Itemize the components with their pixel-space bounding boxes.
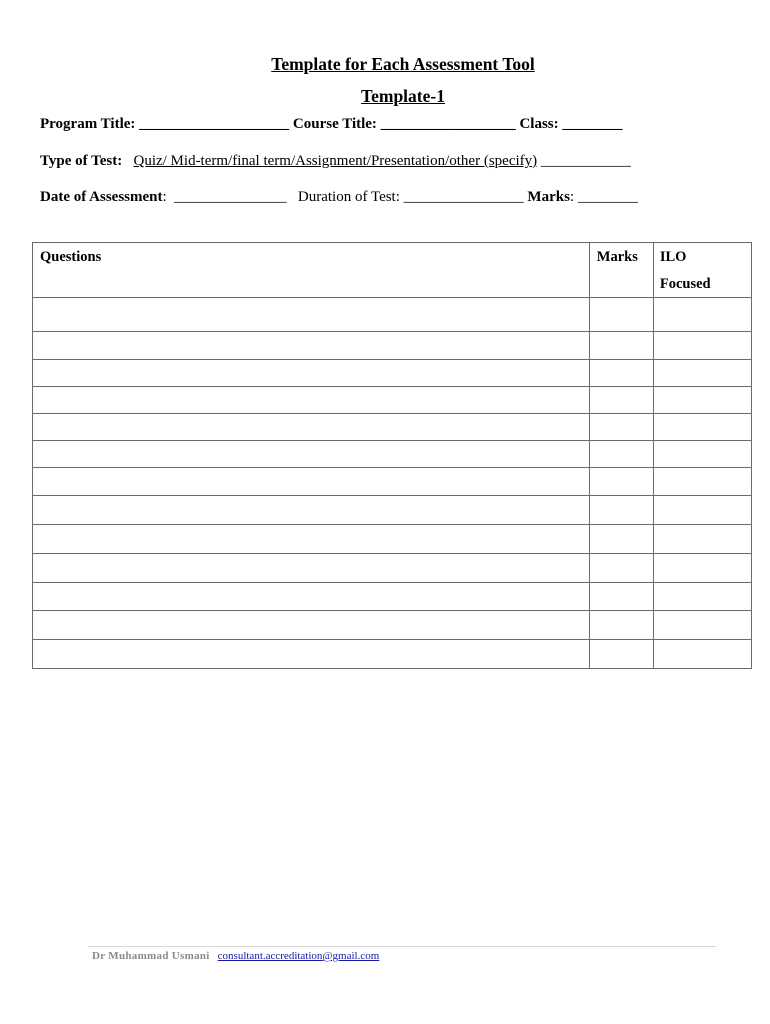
- ilo-cell[interactable]: [653, 387, 751, 414]
- ilo-cell[interactable]: [653, 360, 751, 387]
- table-row: [33, 332, 752, 360]
- ilo-cell[interactable]: [653, 468, 751, 496]
- question-cell[interactable]: [33, 387, 590, 414]
- marks-cell[interactable]: [589, 387, 653, 414]
- ilo-focused-header: ILO Focused: [653, 243, 751, 298]
- marks-cell[interactable]: [589, 611, 653, 640]
- table-body: [33, 298, 752, 669]
- program-title-label: Program Title:: [40, 116, 136, 132]
- test-type-label: Type of Test:: [40, 153, 123, 169]
- test-type-options: Quiz/ Mid-term/final term/Assignment/Presentation/other (specify): [133, 153, 538, 169]
- program-title-blank[interactable]: ____________________: [139, 116, 290, 132]
- table-row: [33, 441, 752, 468]
- duration-label: Duration of Test:: [297, 189, 400, 205]
- ilo-cell[interactable]: [653, 640, 751, 669]
- class-blank[interactable]: ________: [562, 116, 623, 132]
- date-of-assessment-label: Date of Assessment: [40, 189, 163, 205]
- question-cell[interactable]: [33, 496, 590, 525]
- marks-cell[interactable]: [589, 414, 653, 441]
- marks-cell[interactable]: [589, 640, 653, 669]
- marks-blank[interactable]: ________: [577, 189, 638, 205]
- table-row: [33, 387, 752, 414]
- table-row: [33, 525, 752, 554]
- ilo-cell[interactable]: [653, 298, 751, 332]
- question-cell[interactable]: [33, 640, 590, 669]
- test-type-line: [40, 153, 631, 170]
- question-cell[interactable]: [33, 611, 590, 640]
- marks-header: Marks: [589, 243, 653, 298]
- ilo-cell[interactable]: [653, 332, 751, 360]
- question-cell[interactable]: [33, 441, 590, 468]
- table-row: [33, 611, 752, 640]
- question-cell[interactable]: [33, 414, 590, 441]
- ilo-cell[interactable]: [653, 441, 751, 468]
- marks-cell[interactable]: [589, 468, 653, 496]
- marks-cell[interactable]: [589, 332, 653, 360]
- marks-cell[interactable]: [589, 496, 653, 525]
- marks-cell[interactable]: [589, 360, 653, 387]
- marks-cell[interactable]: [589, 441, 653, 468]
- ilo-cell[interactable]: [653, 611, 751, 640]
- marks-cell[interactable]: [589, 298, 653, 332]
- table-row: [33, 554, 752, 583]
- table-row: [33, 360, 752, 387]
- questions-table: [32, 242, 752, 669]
- question-cell[interactable]: [33, 298, 590, 332]
- date-duration-marks-line: Date of Assessment: _______________ Duration of Test: ________________ Marks: ________: [40, 189, 638, 205]
- duration-blank[interactable]: ________________: [403, 189, 524, 205]
- marks-cell[interactable]: [589, 583, 653, 611]
- ilo-cell[interactable]: [653, 525, 751, 554]
- question-cell[interactable]: [33, 360, 590, 387]
- table-row: [33, 496, 752, 525]
- document-subtitle: Template-1: [361, 86, 445, 106]
- footer-divider: [88, 946, 716, 947]
- class-label: Class:: [519, 116, 559, 132]
- date-of-assessment-blank[interactable]: _______________: [174, 189, 287, 205]
- course-title-label: Course Title:: [292, 116, 377, 132]
- ilo-cell[interactable]: [653, 554, 751, 583]
- ilo-cell[interactable]: [653, 414, 751, 441]
- footer-email-link[interactable]: consultant.accreditation@gmail.com: [217, 950, 380, 962]
- table-row: [33, 468, 752, 496]
- questions-header: Questions: [33, 243, 590, 298]
- table-row: [33, 583, 752, 611]
- table-row: [33, 298, 752, 332]
- test-type-blank[interactable]: ____________: [540, 153, 631, 169]
- program-course-class-line: [40, 116, 622, 133]
- course-title-blank[interactable]: __________________: [380, 116, 516, 132]
- question-cell[interactable]: [33, 583, 590, 611]
- table-row: [33, 640, 752, 669]
- table-header-row: [33, 243, 752, 298]
- marks-label: Marks: [527, 189, 570, 205]
- ilo-cell[interactable]: [653, 583, 751, 611]
- question-cell[interactable]: [33, 554, 590, 583]
- question-cell[interactable]: [33, 332, 590, 360]
- footer-author: Dr Muhammad Usmani: [92, 950, 210, 962]
- question-cell[interactable]: [33, 525, 590, 554]
- document-title: Template for Each Assessment Tool: [271, 54, 535, 74]
- question-cell[interactable]: [33, 468, 590, 496]
- marks-cell[interactable]: [589, 554, 653, 583]
- ilo-cell[interactable]: [653, 496, 751, 525]
- footer: [92, 950, 379, 962]
- marks-cell[interactable]: [589, 525, 653, 554]
- table-row: [33, 414, 752, 441]
